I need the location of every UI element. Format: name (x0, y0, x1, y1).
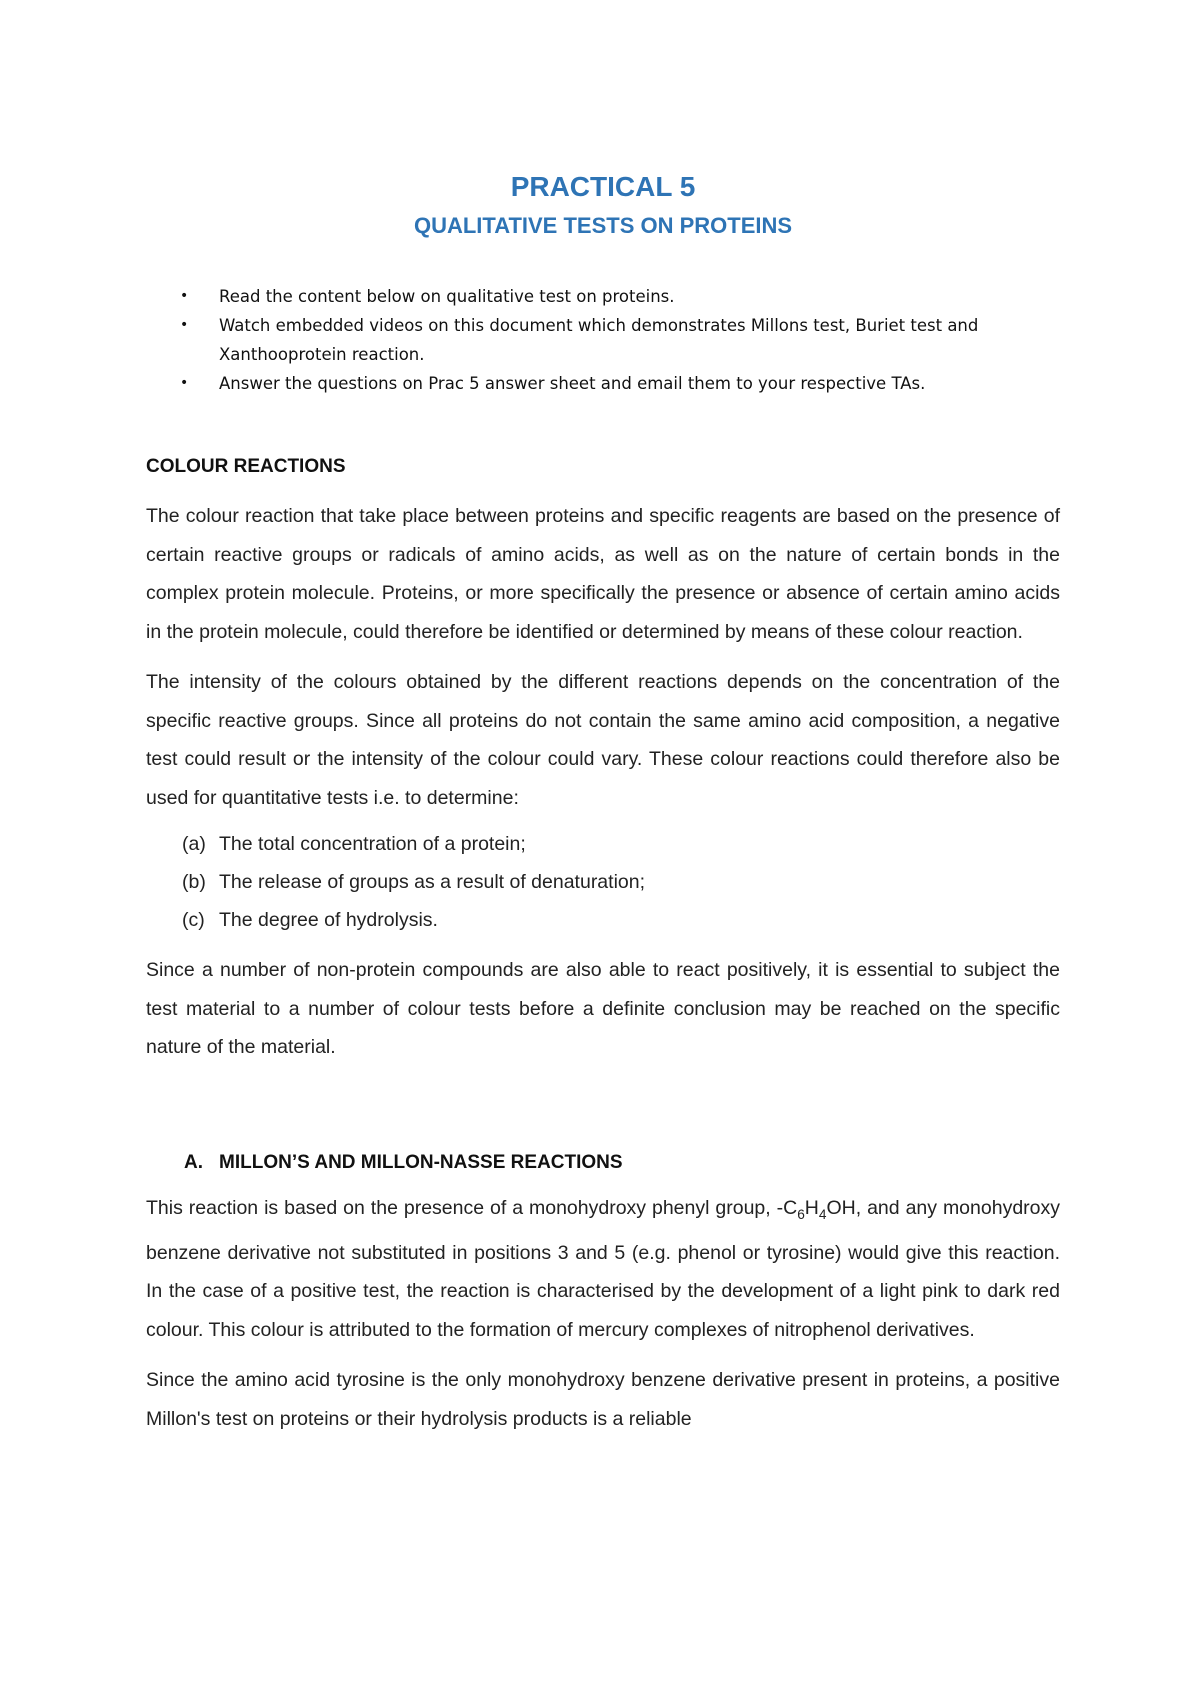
colour-reactions-heading: COLOUR REACTIONS (146, 456, 346, 477)
instruction-text: Read the content below on qualitative test on proteins. (219, 287, 675, 306)
bullet-icon: • (180, 288, 189, 304)
list-item (146, 863, 1060, 901)
paragraph: The colour reaction that take place between proteins and specific reagents are based on the presence of certain reactive groups or radicals of amino acids, as well as on the nature of certain bonds in the complex protein molecule. Proteins, or more specifically the presence or absence of certain amino acids in the protein molecule, could therefore be identified or determined by means of these colour reaction. (146, 505, 1060, 643)
list-marker: (b) (182, 871, 206, 893)
instruction-item (146, 311, 1060, 369)
instructions-list (146, 282, 1060, 398)
instruction-item (146, 282, 1060, 311)
paragraph (146, 1189, 1060, 1350)
bullet-icon: • (180, 317, 189, 333)
section-heading-text: MILLON’S AND MILLON-NASSE REACTIONS (219, 1151, 623, 1173)
instruction-text: Watch embedded videos on this document which demonstrates Millons test, Buriet test and Xanthooprotein reaction. (219, 316, 979, 364)
text-run: H (804, 1196, 819, 1219)
list-item-text: The degree of hydrolysis. (219, 909, 438, 931)
text-run: OH, and any monohydroxy benzene derivative not substituted in positions 3 and 5 (e.g. phenol or tyrosine) would give this reaction. In the case of a positive test, the reaction is characterised by the development of a light pink to dark red colour. This colour is attributed to the formation of mercury complexes of nitrophenol derivatives. (146, 1196, 1060, 1341)
page-subtitle: QUALITATIVE TESTS ON PROTEINS (413, 213, 793, 238)
subscript: 6 (797, 1206, 805, 1222)
list-item (146, 825, 1060, 863)
determination-list (146, 825, 1060, 939)
section-a-heading (146, 1151, 1060, 1175)
section-marker: A. (184, 1151, 203, 1173)
instruction-item (146, 369, 1060, 398)
subscript: 4 (818, 1206, 827, 1222)
list-marker: (a) (182, 833, 206, 855)
page-title: PRACTICAL 5 (510, 171, 696, 202)
instruction-text: Answer the questions on Prac 5 answer sheet and email them to your respective TAs. (219, 374, 926, 393)
paragraph: Since the amino acid tyrosine is the only monohydroxy benzene derivative present in proteins, a positive Millon's test on proteins or their hydrolysis products is a reliable (146, 1369, 1060, 1430)
list-marker: (c) (182, 909, 205, 931)
list-item-text: The total concentration of a protein; (219, 833, 526, 855)
paragraph: The intensity of the colours obtained by the different reactions depends on the concentration of the specific reactive groups. Since all proteins do not contain the same amino acid composition, a negative test could result or the intensity of the colour could vary. These colour reactions could therefore also be used for quantitative tests i.e. to determine: (146, 671, 1060, 809)
text-run: This reaction is based on the presence of a monohydroxy phenyl group, -C (146, 1196, 798, 1219)
list-item (146, 901, 1060, 939)
list-item-text: The release of groups as a result of denaturation; (219, 871, 646, 893)
bullet-icon: • (180, 375, 189, 391)
paragraph: Since a number of non-protein compounds are also able to react positively, it is essential to subject the test material to a number of colour tests before a definite conclusion may be reached on the specific nature of the material. (146, 959, 1060, 1058)
